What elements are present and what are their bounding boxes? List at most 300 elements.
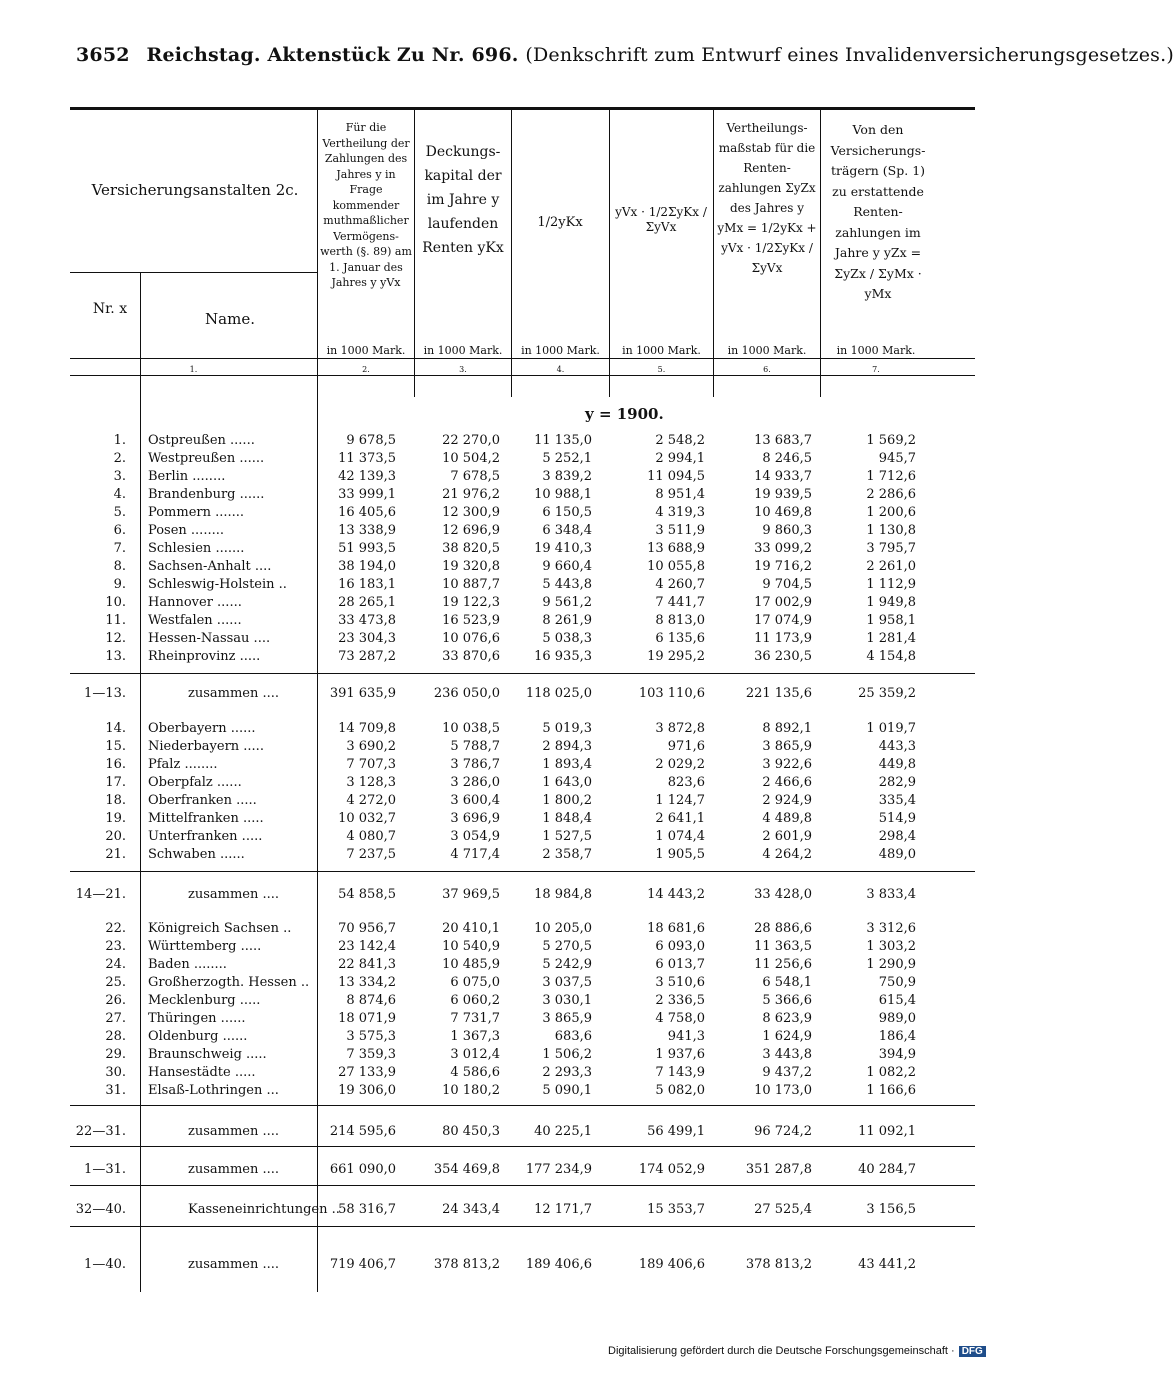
colnum-5: 5. xyxy=(657,365,666,374)
row-c5-value: 103 110,6 xyxy=(638,686,705,701)
row-name: Sachsen-Anhalt .... xyxy=(148,559,272,574)
row-name: Hannover ...... xyxy=(148,595,242,610)
row-c4-value: 1 848,4 xyxy=(542,811,592,826)
table-row xyxy=(0,469,1000,487)
row-name: Brandenburg ...... xyxy=(148,487,265,502)
row-name: Schwaben ...... xyxy=(148,847,245,862)
row-c7-value: 11 092,1 xyxy=(858,1124,916,1139)
row-c2-value: 7 359,3 xyxy=(346,1047,396,1062)
row-nr: 3. xyxy=(113,469,126,484)
row-c6-value: 13 683,7 xyxy=(754,433,812,448)
row-c4-value: 5 443,8 xyxy=(542,577,592,592)
header-bottom-rule xyxy=(70,358,975,359)
row-nr: 21. xyxy=(105,847,126,862)
row-c7-value: 3 312,6 xyxy=(866,921,916,936)
table-row xyxy=(0,631,1000,649)
row-name: Oldenburg ...... xyxy=(148,1029,248,1044)
row-c6-value: 9 860,3 xyxy=(762,523,812,538)
table-row xyxy=(0,613,1000,631)
row-c3-value: 10 540,9 xyxy=(442,939,500,954)
row-name: Mecklenburg ..... xyxy=(148,993,261,1008)
row-nr: 14—21. xyxy=(75,887,126,902)
row-c6-value: 19 939,5 xyxy=(754,487,812,502)
row-c6-value: 33 099,2 xyxy=(754,541,812,556)
row-c4-value: 5 038,3 xyxy=(542,631,592,646)
row-c7-value: 1 200,6 xyxy=(866,505,916,520)
row-c4-value: 8 261,9 xyxy=(542,613,592,628)
row-c6-value: 17 074,9 xyxy=(754,613,812,628)
row-c3-value: 12 696,9 xyxy=(442,523,500,538)
row-nr: 25. xyxy=(105,975,126,990)
row-c3-value: 38 820,5 xyxy=(442,541,500,556)
row-c4-value: 11 135,0 xyxy=(534,433,592,448)
table-row xyxy=(0,649,1000,667)
row-c4-value: 1 800,2 xyxy=(542,793,592,808)
row-c2-value: 3 690,2 xyxy=(346,739,396,754)
row-c2-value: 13 338,9 xyxy=(338,523,396,538)
unit-c6: in 1000 Mark. xyxy=(727,344,807,357)
table-row xyxy=(0,523,1000,541)
row-c6-value: 6 548,1 xyxy=(762,975,812,990)
row-c5-value: 6 093,0 xyxy=(655,939,705,954)
row-c2-value: 719 406,7 xyxy=(329,1257,396,1272)
table-row xyxy=(0,739,1000,757)
row-nr: 11. xyxy=(105,613,126,628)
row-c5-value: 1 124,7 xyxy=(655,793,705,808)
row-c4-value: 1 643,0 xyxy=(542,775,592,790)
table-row xyxy=(0,433,1000,451)
row-c7-value: 335,4 xyxy=(878,793,916,808)
row-c4-value: 10 988,1 xyxy=(534,487,592,502)
row-c4-value: 12 171,7 xyxy=(534,1202,592,1217)
row-name: Elsaß-Lothringen ... xyxy=(148,1083,279,1098)
row-c7-value: 4 154,8 xyxy=(866,649,916,664)
row-c3-value: 10 485,9 xyxy=(442,957,500,972)
row-name: Unterfranken ..... xyxy=(148,829,263,844)
table-row xyxy=(0,505,1000,523)
row-name: Oberpfalz ...... xyxy=(148,775,242,790)
table-row xyxy=(0,1011,1000,1029)
row-c4-value: 2 894,3 xyxy=(542,739,592,754)
row-c4-value: 19 410,3 xyxy=(534,541,592,556)
row-c2-value: 9 678,5 xyxy=(346,433,396,448)
row-name: Kasseneinrichtungen .. xyxy=(188,1202,340,1217)
row-c3-value: 236 050,0 xyxy=(433,686,500,701)
row-c3-value: 3 012,4 xyxy=(450,1047,500,1062)
row-c6-value: 17 002,9 xyxy=(754,595,812,610)
row-name: Westfalen ...... xyxy=(148,613,242,628)
row-nr: 22—31. xyxy=(75,1124,126,1139)
row-c5-value: 19 295,2 xyxy=(647,649,705,664)
row-c7-value: 1 112,9 xyxy=(866,577,916,592)
row-c2-value: 661 090,0 xyxy=(329,1162,396,1177)
row-c7-value: 25 359,2 xyxy=(858,686,916,701)
row-c5-value: 7 441,7 xyxy=(655,595,705,610)
row-c5-value: 1 074,4 xyxy=(655,829,705,844)
row-c3-value: 7 731,7 xyxy=(450,1011,500,1026)
nr-name-divider xyxy=(70,272,317,273)
row-nr: 22. xyxy=(105,921,126,936)
row-c3-value: 21 976,2 xyxy=(442,487,500,502)
row-c3-value: 80 450,3 xyxy=(442,1124,500,1139)
row-c2-value: 54 858,5 xyxy=(338,887,396,902)
row-c5-value: 4 758,0 xyxy=(655,1011,705,1026)
table-row xyxy=(0,1029,1000,1047)
row-c5-value: 3 511,9 xyxy=(655,523,705,538)
row-c7-value: 1 281,4 xyxy=(866,631,916,646)
row-c4-value: 10 205,0 xyxy=(534,921,592,936)
col2-header: Für die Vertheilung der Zahlungen des Jahres y in Frage kommender muthmaßlicher Vermögenswerth (§. 89) am 1. Januar des Jahres y yVx xyxy=(320,121,412,289)
header-subtitle: (Denkschrift zum Entwurf eines Invalidenversicherungsgesetzes.) xyxy=(525,44,1174,66)
row-c7-value: 1 082,2 xyxy=(866,1065,916,1080)
row-name: Baden ........ xyxy=(148,957,227,972)
row-name: Thüringen ...... xyxy=(148,1011,246,1026)
row-c5-value: 971,6 xyxy=(667,739,705,754)
row-c2-value: 18 071,9 xyxy=(338,1011,396,1026)
row-c5-value: 56 499,1 xyxy=(647,1124,705,1139)
row-c5-value: 2 994,1 xyxy=(655,451,705,466)
section-rule xyxy=(70,871,975,872)
row-c7-value: 1 166,6 xyxy=(866,1083,916,1098)
row-name: Mittelfranken ..... xyxy=(148,811,264,826)
row-c4-value: 18 984,8 xyxy=(534,887,592,902)
colnum-4: 4. xyxy=(556,365,565,374)
row-c7-value: 514,9 xyxy=(878,811,916,826)
table-row xyxy=(0,847,1000,865)
row-c6-value: 11 173,9 xyxy=(754,631,812,646)
footer-text: Digitalisierung gefördert durch die Deutsche Forschungsgemeinschaft · xyxy=(608,1345,955,1357)
row-c5-value: 13 688,9 xyxy=(647,541,705,556)
row-c5-value: 18 681,6 xyxy=(647,921,705,936)
row-c5-value: 6 013,7 xyxy=(655,957,705,972)
total-row xyxy=(0,1162,1000,1180)
unit-c5: in 1000 Mark. xyxy=(622,344,701,357)
row-c7-value: 489,0 xyxy=(878,847,916,862)
row-c3-value: 19 320,8 xyxy=(442,559,500,574)
dfg-logo: DFG xyxy=(959,1346,986,1357)
row-c6-value: 36 230,5 xyxy=(754,649,812,664)
row-name: Württemberg ..... xyxy=(148,939,262,954)
row-c7-value: 43 441,2 xyxy=(858,1257,916,1272)
row-c6-value: 5 366,6 xyxy=(762,993,812,1008)
total-row xyxy=(0,887,1000,905)
header-title: Reichstag. Aktenstück Zu Nr. 696. xyxy=(146,44,519,66)
section-rule xyxy=(70,1226,975,1227)
row-c5-value: 8 813,0 xyxy=(655,613,705,628)
row-c5-value: 1 905,5 xyxy=(655,847,705,862)
row-c3-value: 12 300,9 xyxy=(442,505,500,520)
row-c7-value: 394,9 xyxy=(878,1047,916,1062)
row-nr: 5. xyxy=(113,505,126,520)
row-c5-value: 941,3 xyxy=(667,1029,705,1044)
row-nr: 1—13. xyxy=(84,686,126,701)
row-c2-value: 11 373,5 xyxy=(338,451,396,466)
row-c6-value: 1 624,9 xyxy=(762,1029,812,1044)
row-c4-value: 683,6 xyxy=(554,1029,592,1044)
row-c4-value: 3 839,2 xyxy=(542,469,592,484)
colnum-rule xyxy=(70,375,975,376)
row-c4-value: 40 225,1 xyxy=(534,1124,592,1139)
table-row xyxy=(0,487,1000,505)
row-c2-value: 7 707,3 xyxy=(346,757,396,772)
row-c4-value: 3 865,9 xyxy=(542,1011,592,1026)
row-c4-value: 9 660,4 xyxy=(542,559,592,574)
row-nr: 15. xyxy=(105,739,126,754)
table-row xyxy=(0,811,1000,829)
row-c2-value: 19 306,0 xyxy=(338,1083,396,1098)
row-c7-value: 1 303,2 xyxy=(866,939,916,954)
row-c4-value: 6 348,4 xyxy=(542,523,592,538)
row-c5-value: 2 641,1 xyxy=(655,811,705,826)
row-c6-value: 2 466,6 xyxy=(762,775,812,790)
col5-header: yVx · 1/2ΣyKx / ΣyVx xyxy=(615,205,707,234)
row-name: Pfalz ........ xyxy=(148,757,218,772)
row-c3-value: 378 813,2 xyxy=(433,1257,500,1272)
row-c2-value: 28 265,1 xyxy=(338,595,396,610)
row-c7-value: 1 949,8 xyxy=(866,595,916,610)
row-c2-value: 33 473,8 xyxy=(338,613,396,628)
row-nr: 19. xyxy=(105,811,126,826)
row-name: Niederbayern ..... xyxy=(148,739,264,754)
row-name: Schleswig-Holstein .. xyxy=(148,577,287,592)
total-row xyxy=(0,1202,1000,1220)
row-c4-value: 2 293,3 xyxy=(542,1065,592,1080)
row-nr: 27. xyxy=(105,1011,126,1026)
row-c2-value: 14 709,8 xyxy=(338,721,396,736)
row-c5-value: 10 055,8 xyxy=(647,559,705,574)
group-label: Versicherungsanstalten 2c. xyxy=(91,181,299,199)
row-nr: 9. xyxy=(113,577,126,592)
unit-c4: in 1000 Mark. xyxy=(521,344,600,357)
row-c3-value: 22 270,0 xyxy=(442,433,500,448)
row-c3-value: 10 887,7 xyxy=(442,577,500,592)
row-c2-value: 22 841,3 xyxy=(338,957,396,972)
row-c2-value: 10 032,7 xyxy=(338,811,396,826)
row-c4-value: 118 025,0 xyxy=(525,686,592,701)
row-nr: 16. xyxy=(105,757,126,772)
row-c3-value: 16 523,9 xyxy=(442,613,500,628)
row-nr: 26. xyxy=(105,993,126,1008)
row-name: Oberbayern ...... xyxy=(148,721,256,736)
colnum-1: 1. xyxy=(189,365,198,374)
row-c3-value: 3 600,4 xyxy=(450,793,500,808)
row-c7-value: 298,4 xyxy=(878,829,916,844)
row-c3-value: 4 717,4 xyxy=(450,847,500,862)
row-nr: 28. xyxy=(105,1029,126,1044)
row-c3-value: 24 343,4 xyxy=(442,1202,500,1217)
row-c7-value: 2 286,6 xyxy=(866,487,916,502)
row-c3-value: 7 678,5 xyxy=(450,469,500,484)
row-c5-value: 4 319,3 xyxy=(655,505,705,520)
row-c4-value: 3 030,1 xyxy=(542,993,592,1008)
row-nr: 8. xyxy=(113,559,126,574)
footer xyxy=(608,1345,986,1357)
row-c6-value: 2 924,9 xyxy=(762,793,812,808)
row-c6-value: 4 264,2 xyxy=(762,847,812,862)
row-c2-value: 23 142,4 xyxy=(338,939,396,954)
row-c3-value: 33 870,6 xyxy=(442,649,500,664)
row-c7-value: 186,4 xyxy=(878,1029,916,1044)
row-c6-value: 11 256,6 xyxy=(754,957,812,972)
row-c4-value: 5 270,5 xyxy=(542,939,592,954)
row-name: Westpreußen ...... xyxy=(148,451,265,466)
total-row xyxy=(0,1257,1000,1275)
row-c6-value: 9 704,5 xyxy=(762,577,812,592)
row-nr: 6. xyxy=(113,523,126,538)
row-nr: 1—40. xyxy=(84,1257,126,1272)
row-name: Großherzogth. Hessen .. xyxy=(148,975,310,990)
row-name: Posen ........ xyxy=(148,523,224,538)
row-nr: 30. xyxy=(105,1065,126,1080)
row-c5-value: 3 510,6 xyxy=(655,975,705,990)
col4-header: 1/2yKx xyxy=(537,215,583,230)
unit-c7: in 1000 Mark. xyxy=(836,344,916,357)
total-row xyxy=(0,686,1000,704)
row-c2-value: 33 999,1 xyxy=(338,487,396,502)
row-name: Schlesien ....... xyxy=(148,541,245,556)
table-row xyxy=(0,1047,1000,1065)
row-c6-value: 10 469,8 xyxy=(754,505,812,520)
row-c7-value: 750,9 xyxy=(878,975,916,990)
table-row xyxy=(0,451,1000,469)
row-c3-value: 3 286,0 xyxy=(450,775,500,790)
row-name: zusammen .... xyxy=(188,1257,280,1272)
row-c2-value: 38 194,0 xyxy=(338,559,396,574)
row-name: zusammen .... xyxy=(188,1124,280,1139)
table-row xyxy=(0,793,1000,811)
row-c3-value: 6 075,0 xyxy=(450,975,500,990)
row-c2-value: 4 080,7 xyxy=(346,829,396,844)
table-row xyxy=(0,577,1000,595)
table-row xyxy=(0,775,1000,793)
row-name: zusammen .... xyxy=(188,686,280,701)
row-c3-value: 19 122,3 xyxy=(442,595,500,610)
row-c4-value: 5 019,3 xyxy=(542,721,592,736)
row-c7-value: 1 130,8 xyxy=(866,523,916,538)
row-name: Berlin ........ xyxy=(148,469,226,484)
row-c4-value: 1 527,5 xyxy=(542,829,592,844)
row-name: Braunschweig ..... xyxy=(148,1047,267,1062)
table-top-rule xyxy=(70,107,975,110)
row-c2-value: 3 575,3 xyxy=(346,1029,396,1044)
row-c6-value: 3 922,6 xyxy=(762,757,812,772)
table-row xyxy=(0,1083,1000,1101)
unit-c2: in 1000 Mark. xyxy=(326,344,406,357)
row-c6-value: 28 886,6 xyxy=(754,921,812,936)
row-c6-value: 33 428,0 xyxy=(754,887,812,902)
row-c6-value: 96 724,2 xyxy=(754,1124,812,1139)
row-c2-value: 13 334,2 xyxy=(338,975,396,990)
row-c2-value: 23 304,3 xyxy=(338,631,396,646)
row-c5-value: 2 029,2 xyxy=(655,757,705,772)
row-c5-value: 2 336,5 xyxy=(655,993,705,1008)
row-c5-value: 189 406,6 xyxy=(638,1257,705,1272)
row-c6-value: 378 813,2 xyxy=(745,1257,812,1272)
row-c3-value: 10 504,2 xyxy=(442,451,500,466)
row-name: Hansestädte ..... xyxy=(148,1065,256,1080)
row-c5-value: 174 052,9 xyxy=(638,1162,705,1177)
row-c7-value: 3 795,7 xyxy=(866,541,916,556)
row-c2-value: 214 595,6 xyxy=(329,1124,396,1139)
row-nr: 7. xyxy=(113,541,126,556)
row-name: Ostpreußen ...... xyxy=(148,433,255,448)
row-c2-value: 51 993,5 xyxy=(338,541,396,556)
colnum-7: 7. xyxy=(872,365,880,374)
row-c3-value: 3 786,7 xyxy=(450,757,500,772)
row-c3-value: 354 469,8 xyxy=(433,1162,500,1177)
row-c7-value: 1 958,1 xyxy=(866,613,916,628)
row-c4-value: 5 090,1 xyxy=(542,1083,592,1098)
table-row xyxy=(0,993,1000,1011)
row-c2-value: 3 128,3 xyxy=(346,775,396,790)
row-c3-value: 10 180,2 xyxy=(442,1083,500,1098)
section-rule xyxy=(70,1146,975,1147)
row-name: Pommern ....... xyxy=(148,505,245,520)
row-c5-value: 14 443,2 xyxy=(647,887,705,902)
row-nr: 29. xyxy=(105,1047,126,1062)
row-c6-value: 4 489,8 xyxy=(762,811,812,826)
row-c3-value: 3 054,9 xyxy=(450,829,500,844)
row-nr: 17. xyxy=(105,775,126,790)
row-c3-value: 20 410,1 xyxy=(442,921,500,936)
row-c4-value: 16 935,3 xyxy=(534,649,592,664)
row-c7-value: 282,9 xyxy=(878,775,916,790)
row-c2-value: 16 183,1 xyxy=(338,577,396,592)
row-c2-value: 16 405,6 xyxy=(338,505,396,520)
row-nr: 20. xyxy=(105,829,126,844)
table-row xyxy=(0,559,1000,577)
section-rule xyxy=(70,1185,975,1186)
row-c7-value: 1 712,6 xyxy=(866,469,916,484)
row-name: Hessen-Nassau .... xyxy=(148,631,271,646)
row-c3-value: 37 969,5 xyxy=(442,887,500,902)
row-c3-value: 1 367,3 xyxy=(450,1029,500,1044)
row-c5-value: 823,6 xyxy=(667,775,705,790)
row-c2-value: 4 272,0 xyxy=(346,793,396,808)
table-row xyxy=(0,939,1000,957)
row-c5-value: 7 143,9 xyxy=(655,1065,705,1080)
row-nr: 4. xyxy=(113,487,126,502)
row-nr: 12. xyxy=(105,631,126,646)
row-c4-value: 1 893,4 xyxy=(542,757,592,772)
row-c2-value: 7 237,5 xyxy=(346,847,396,862)
row-c6-value: 8 623,9 xyxy=(762,1011,812,1026)
row-c5-value: 11 094,5 xyxy=(647,469,705,484)
row-c7-value: 615,4 xyxy=(878,993,916,1008)
row-c3-value: 5 788,7 xyxy=(450,739,500,754)
row-c4-value: 6 150,5 xyxy=(542,505,592,520)
row-nr: 31. xyxy=(105,1083,126,1098)
row-name: zusammen .... xyxy=(188,887,280,902)
table-row xyxy=(0,921,1000,939)
row-name: Oberfranken ..... xyxy=(148,793,257,808)
row-c7-value: 449,8 xyxy=(878,757,916,772)
total-row xyxy=(0,1124,1000,1142)
row-c7-value: 1 290,9 xyxy=(866,957,916,972)
row-c2-value: 70 956,7 xyxy=(338,921,396,936)
row-nr: 1. xyxy=(113,433,126,448)
row-c4-value: 177 234,9 xyxy=(525,1162,592,1177)
row-c5-value: 2 548,2 xyxy=(655,433,705,448)
row-c2-value: 391 635,9 xyxy=(329,686,396,701)
page-number: 3652 xyxy=(76,44,130,66)
row-c7-value: 3 833,4 xyxy=(866,887,916,902)
year-label: y = 1900. xyxy=(585,405,664,423)
row-c3-value: 3 696,9 xyxy=(450,811,500,826)
row-c7-value: 3 156,5 xyxy=(866,1202,916,1217)
row-nr: 23. xyxy=(105,939,126,954)
row-c6-value: 9 437,2 xyxy=(762,1065,812,1080)
